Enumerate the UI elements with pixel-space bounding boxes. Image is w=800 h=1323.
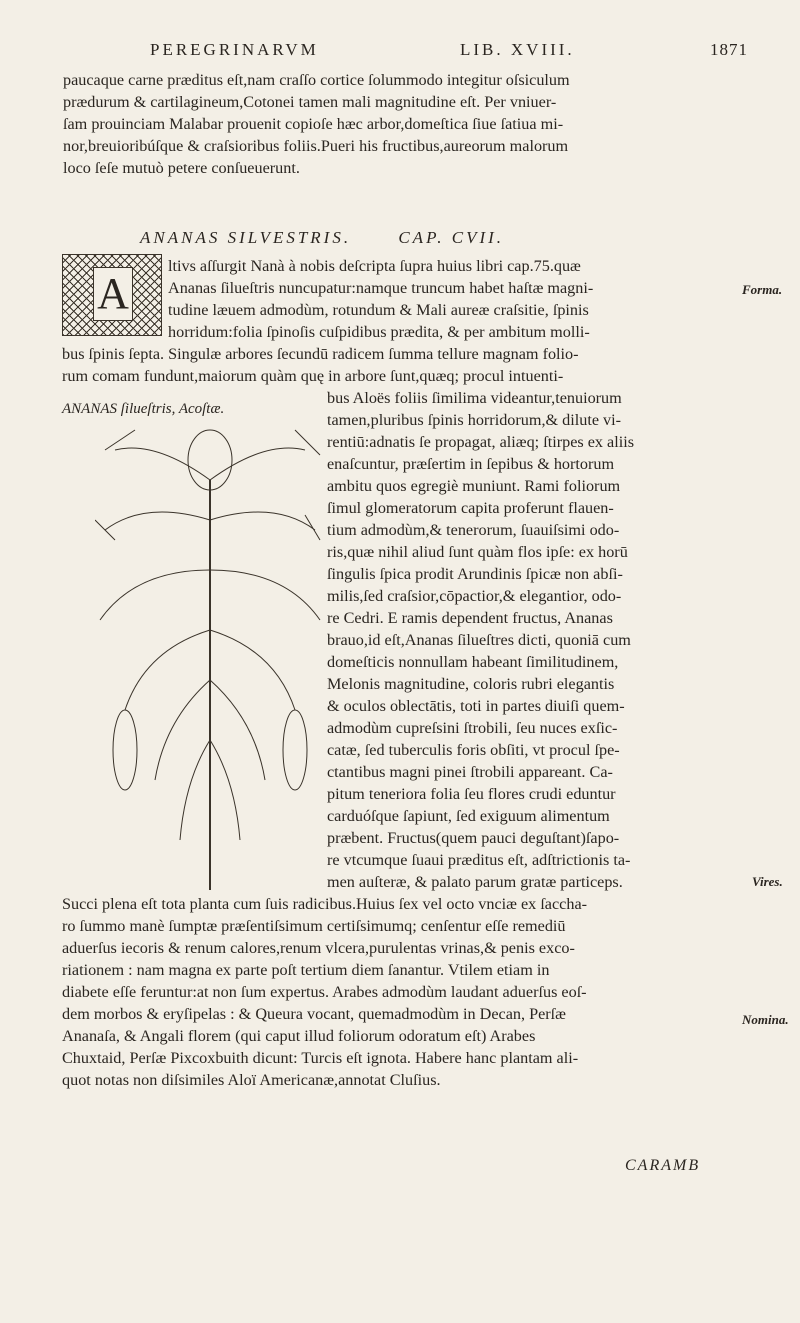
text-line: re Cedri. E ramis dependent fructus, Ananas (327, 609, 613, 627)
text-line: tamen,pluribus ſpinis horridorum,& dilute vi- (327, 411, 622, 429)
text-line: rum comam fundunt,maiorum quàm quę in arbore ſunt,quæq; procul intuenti- (62, 367, 564, 385)
text-line: præbent. Fructus(quem pauci deguſtant)ſapo- (327, 829, 620, 847)
text-line: brauo,id eſt,Ananas ſilueſtres dicti, quoniā cum (327, 631, 631, 649)
text-line: ſingulis ſpica prodit Arundinis ſpicæ non abſi- (327, 565, 623, 583)
text-line: Succi plena eſt tota planta cum ſuis radicibus.Huius ſex vel octo vnciæ ex ſaccha- (62, 895, 588, 913)
text-line: Ananaſa, & Angali florem (qui caput illud foliorum odoratum eſt) Arabes (62, 1027, 536, 1045)
text-line: ſimul glomeratorum capita proferunt flauen- (327, 499, 614, 517)
running-head: PEREGRINARVM (150, 40, 319, 59)
initial-letter: A (93, 267, 133, 321)
catchword: CARAMB (625, 1157, 701, 1174)
text-line: rentiū:adnatis ſe propagat, aliæq; ſtirpes ex aliis (327, 433, 635, 451)
text-line: paucaque carne præditus eſt,nam craſſo cortice ſolummodo integitur oſsiculum (63, 71, 570, 89)
text-line: bus ſpinis ſepta. Singulæ arbores ſecundū radicem ſumma tellure magnam folio- (62, 345, 579, 363)
text-line: ctantibus magni pinei ſtrobili appareant. Ca- (327, 763, 613, 781)
margin-note-nomina: Nomina. (742, 1012, 789, 1027)
text-line: milis,ſed craſsior,cōpactior,& elegantior, odo- (327, 587, 622, 605)
figure-caption: ANANAS ſilueſtris, Acoſtæ. (62, 401, 225, 417)
page-number: 1871 (710, 40, 748, 59)
book-number: LIB. XVIII. (460, 40, 575, 59)
page-header (150, 40, 790, 66)
text-line: ſam prouinciam Malabar prouenit copioſe hæc arbor,domeſtica ſiue ſatiua mi- (63, 115, 564, 133)
text-line: ltivs aſſurgit Nanà à nobis deſcripta ſupra huius libri cap.75.quæ (168, 257, 581, 275)
text-line: tudine læuem admodùm, rotundum & Mali aureæ craſsitie, ſpinis (168, 301, 589, 319)
text-line: pitum teneriora folia ſeu flores crudi eduntur (327, 785, 616, 803)
margin-note-forma: Forma. (742, 282, 783, 297)
text-line: diabete eſſe feruntur:at non ſum expertus. Arabes admodùm laudant aduerſus eoſ- (62, 983, 587, 1001)
text-line: tium admodùm,& tenerorum, ſuauiſsimi odo- (327, 521, 620, 539)
text-line: men auſteræ, & palato parum gratæ particeps. (327, 873, 623, 891)
text-line: ambitu quos egregiè muniunt. Rami foliorum (327, 477, 621, 495)
text-line: loco ſeſe mutuò petere conſueuerunt. (63, 159, 300, 177)
text-line: dem morbos & eryſipelas : & Queura vocant, quemadmodùm in Decan, Perſæ (62, 1005, 566, 1023)
decorated-initial (62, 254, 162, 336)
chapter-title: ANANAS SILVESTRIS. (140, 228, 352, 247)
text-line: ris,quæ nihil aliud ſunt quàm flos ipſe: ex horū (327, 543, 628, 561)
text-line: ro ſummo manè ſumptæ præſentiſsimum certiſsimumq; cenſentur eſſe remediū (62, 917, 566, 935)
text-line: nor,breuioribúſque & craſsioribus foliis.Pueri his fructibus,aureorum malorum (63, 137, 569, 155)
chapter-number: CAP. CVII. (398, 228, 505, 247)
text-line: enaſcuntur, præſertim in ſepibus & hortorum (327, 455, 615, 473)
text-line: admodùm cupreſsini ſtrobili, ſeu nuces exſic- (327, 719, 618, 737)
plant-illustration (95, 420, 325, 890)
text-line: domeſticis nonnullam habeant ſimilitudinem, (327, 653, 619, 671)
margin-note-vires: Vires. (752, 874, 783, 889)
text-line: re vtcumque ſuaui præditus eſt, adſtrictionis ta- (327, 851, 631, 869)
chapter-heading (140, 228, 504, 248)
text-line: catæ, ſed tuberculis foris obſiti, vt procul ſpe- (327, 741, 620, 759)
text-line: Ananas ſilueſtris nuncupatur:namque truncum habet haſtæ magni- (168, 279, 594, 297)
text-line: Chuxtaid, Perſæ Pixcoxbuith dicunt: Turcis eſt ignota. Habere hanc plantam ali- (62, 1049, 579, 1067)
text-line: riationem : nam magna ex parte poſt tertium diem ſanantur. Vtilem etiam in (62, 961, 550, 979)
text-line: & oculos oblectātis, toti in partes diuiſi quem- (327, 697, 625, 715)
text-line: prædurum & cartilagineum,Cotonei tamen mali magnitudine eſt. Per vniuer- (63, 93, 557, 111)
text-line: carduóſque ſapiunt, ſed exiguum alimentum (327, 807, 610, 825)
text-line: bus Aloës foliis ſimilima videantur,tenuiorum (327, 389, 622, 407)
text-line: quot notas non diſsimiles Aloï Americanæ,annotat Cluſius. (62, 1071, 441, 1089)
text-line: Melonis magnitudine, coloris rubri elegantis (327, 675, 615, 693)
text-line: horridum:folia ſpinoſis cuſpidibus prædita, & per ambitum molli- (168, 323, 590, 341)
text-line: aduerſus iecoris & renum calores,renum vlcera,purulentas vrinas,& penis exco- (62, 939, 575, 957)
